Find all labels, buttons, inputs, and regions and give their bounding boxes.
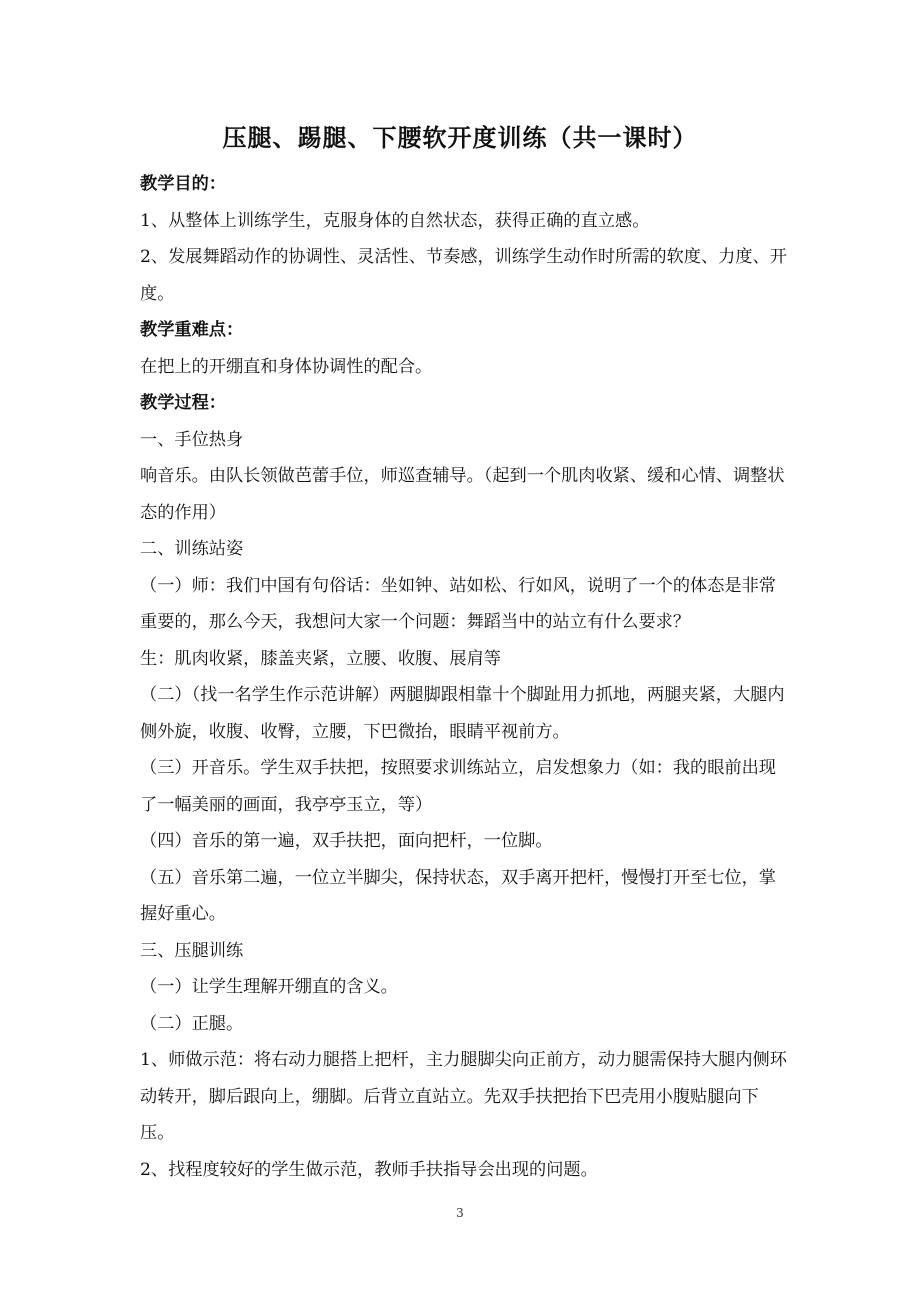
paragraph: 一、手位热身	[140, 429, 244, 450]
paragraph: （一）让学生理解开绷直的含义。	[140, 977, 398, 997]
paragraph: 2、发展舞蹈动作的协调性、灵活性、节奏感，训练学生动作时所需的软度、力度、开度。	[140, 247, 787, 304]
paragraph: （三）开音乐。学生双手扶把，按照要求训练站立，启发想象力（如：我的眼前出现了一幅美丽的画面，我亭亭玉立，等）	[140, 758, 776, 815]
paragraph: （二）正腿。	[140, 1013, 244, 1034]
page-number: 3	[456, 1206, 464, 1220]
document-body	[140, 166, 790, 1188]
paragraph: 1、从整体上训练学生，克服身体的自然状态，获得正确的直立感。	[140, 210, 650, 231]
section-heading: 教学过程：	[140, 393, 226, 413]
paragraph: 1、师做示范：将右动力腿搭上把杆，主力腿脚尖向正前方，动力腿需保持大腿内侧环动转开，脚后跟向上，绷脚。后背立直站立。先双手扶把抬下巴壳用小腹贴腿向下压。	[140, 1050, 787, 1143]
paragraph: 三、压腿训练	[140, 940, 244, 961]
paragraph: （四）音乐的第一遍，双手扶把，面向把杆，一位脚。	[140, 831, 553, 851]
paragraph: （五）音乐第二遍，一位立半脚尖，保持状态，双手离开把杆，慢慢打开至七位，掌握好重心。	[140, 867, 776, 924]
paragraph: 生：肌肉收紧，膝盖夹紧，立腰、收腹、展肩等	[140, 648, 501, 669]
paragraph: 二、训练站姿	[140, 539, 244, 559]
paragraph: 在把上的开绷直和身体协调性的配合。	[140, 356, 433, 377]
paragraph: 2、找程度较好的学生做示范，教师手扶指导会出现的问题。	[140, 1159, 598, 1180]
paragraph: （二）（找一名学生作示范讲解）两腿脚跟相靠十个脚趾用力抓地，两腿夹紧，大腿内侧外旋，收腹、收臀，立腰，下巴微抬，眼睛平视前方。	[140, 685, 785, 742]
paragraph: （一）师：我们中国有句俗话：坐如钟、站如松、行如风，说明了一个的体态是非常重要的，那么今天，我想问大家一个问题：舞蹈当中的站立有什么要求？	[140, 575, 776, 632]
section-heading: 教学重难点：	[140, 320, 244, 340]
section-heading: 教学目的：	[140, 174, 226, 194]
document-title: 压腿、踢腿、下腰软开度训练（共一课时）	[222, 124, 698, 152]
paragraph: 响音乐。由队长领做芭蕾手位，师巡查辅导。（起到一个肌肉收紧、缓和心情、调整状态的作用）	[140, 466, 785, 523]
